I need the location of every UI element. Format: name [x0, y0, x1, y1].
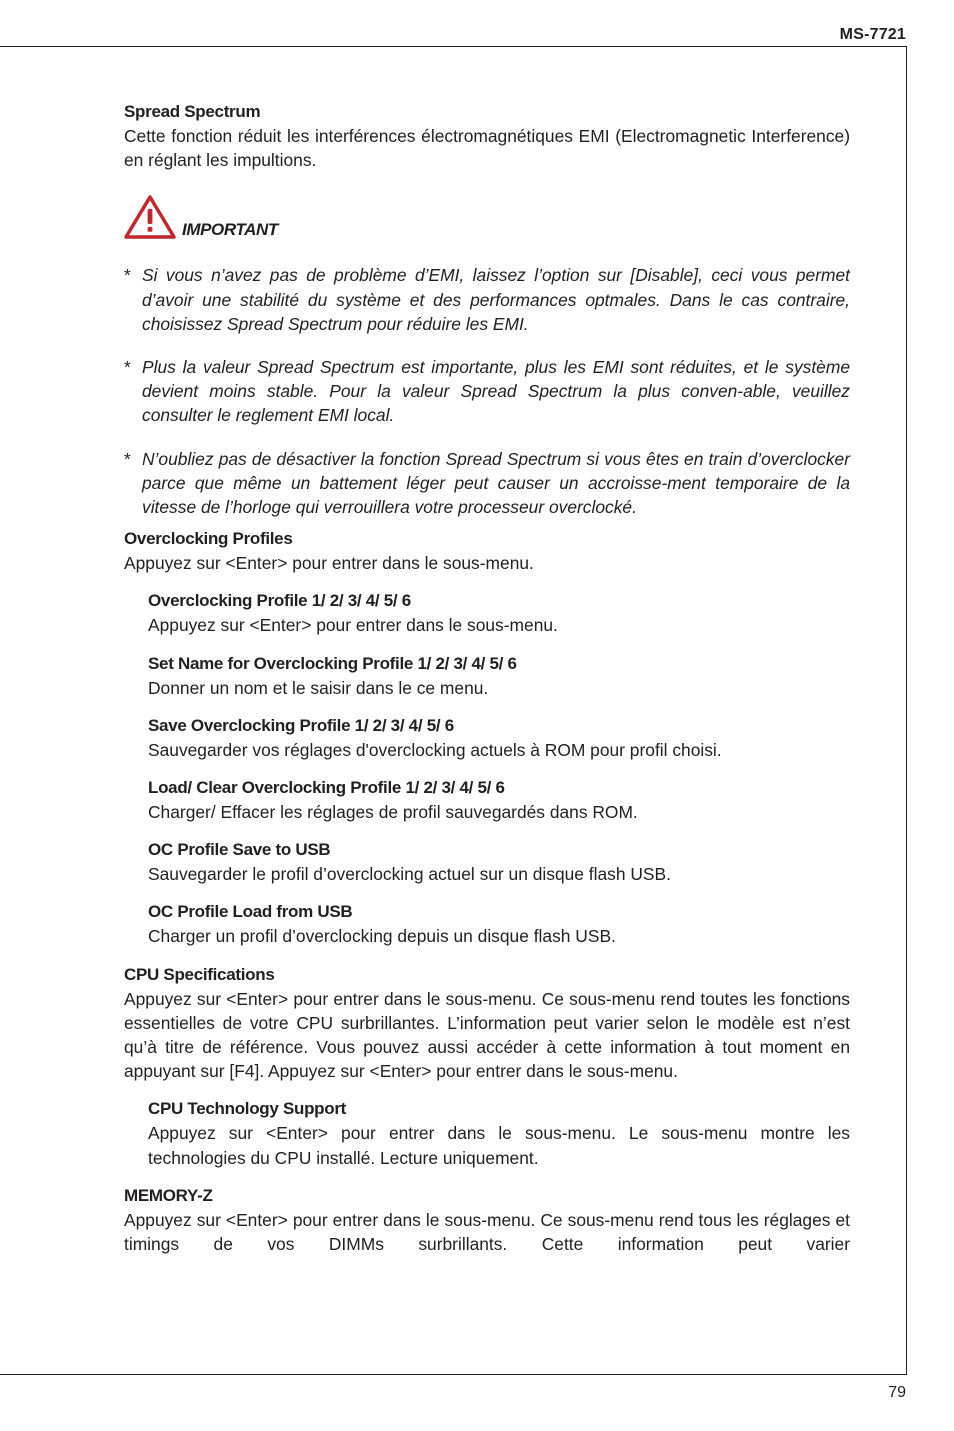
section-title: Spread Spectrum — [124, 102, 261, 121]
important-callout — [124, 194, 850, 244]
footer-rule — [0, 1374, 907, 1375]
subsection-text: Sauvegarder vos réglages d'overclocking actuels à ROM pour profil choisi. — [148, 739, 722, 760]
section-text: Cette fonction réduit les interférences électromagnétiques EMI (Electromagnetic Interference) en réglant les impultions. — [124, 126, 850, 171]
subsection-text: Donner un nom et le saisir dans le ce menu. — [148, 677, 489, 698]
subsection-text: Sauvegarder le profil d’overclocking actuel sur un disque flash USB. — [148, 864, 671, 885]
important-note — [124, 355, 850, 428]
important-note — [124, 447, 850, 520]
subsection — [148, 900, 850, 948]
subsection-title: Save Overclocking Profile 1/ 2/ 3/ 4/ 5/ 6 — [148, 715, 454, 735]
section-text: Appuyez sur <Enter> pour entrer dans le sous-menu. Ce sous-menu rend toutes les fonctions essentielles de votre CPU surbrillantes. L’information peut varier selon le modèle est n’est qu’à titre de référence. Vous pouvez aussi accéder à cette information à tout moment en appuyant sur [F4]. Appuyez sur <Enter> pour entrer dans le sous-menu. — [124, 988, 850, 1082]
important-label: IMPORTANT — [182, 220, 278, 240]
warning-triangle-icon — [124, 194, 176, 240]
subsection — [148, 776, 850, 824]
section-title: Overclocking Profiles — [124, 529, 293, 549]
bullet-star: * — [124, 265, 131, 286]
subsection-text: Appuyez sur <Enter> pour entrer dans le sous-menu. — [148, 615, 558, 636]
subsection-title: Overclocking Profile 1/ 2/ 3/ 4/ 5/ 6 — [148, 591, 411, 611]
important-note — [124, 263, 850, 336]
bullet-star: * — [124, 357, 131, 378]
subsection-title: Load/ Clear Overclocking Profile 1/ 2/ 3/ 4/ 5/ 6 — [148, 778, 505, 798]
section-title: CPU Specifications — [124, 964, 275, 984]
margin-rule — [906, 46, 907, 1375]
subsection-title: Set Name for Overclocking Profile 1/ 2/ 3/ 4/ 5/ 6 — [148, 653, 517, 673]
section-memory-z — [124, 1184, 850, 1256]
section-text: Appuyez sur <Enter> pour entrer dans le sous-menu. Ce sous-menu rend tous les réglages et timings de vos DIMMs surbrillants. Cette information peut varier — [124, 1209, 850, 1255]
page-content — [124, 100, 850, 1256]
section-text: Appuyez sur <Enter> pour entrer dans le sous-menu. — [124, 553, 534, 574]
section-overclocking-profiles — [124, 527, 850, 948]
subsection — [148, 1097, 850, 1169]
page-number: 79 — [888, 1384, 906, 1401]
model-number: MS-7721 — [839, 26, 906, 43]
subsection-title: OC Profile Save to USB — [148, 840, 331, 860]
note-text: Si vous n’avez pas de problème d’EMI, laissez l’option sur [Disable], ceci vous permet d’avoir une stabilité du système et des performances optmales. Dans le cas contraire, choisissez Spread Spectrum pour réduire les EMI. — [142, 265, 850, 334]
subsection — [148, 838, 850, 886]
section-spread-spectrum — [124, 100, 850, 172]
note-text: N’oubliez pas de désactiver la fonction Spread Spectrum si vous êtes en train d’overclocker parce que même un battement léger peut causer un accroisse-ment temporaire de la vitesse de l’horloge qui verrouillera votre processeur overclocké. — [142, 448, 850, 518]
header-rule — [0, 46, 907, 47]
subsection-text: Charger/ Effacer les réglages de profil sauvegardés dans ROM. — [148, 802, 638, 823]
subsection-title: OC Profile Load from USB — [148, 902, 353, 922]
subsection-text: Appuyez sur <Enter> pour entrer dans le sous-menu. Le sous-menu montre les technologies du CPU installé. Lecture uniquement. — [148, 1123, 850, 1168]
section-title: MEMORY-Z — [124, 1185, 213, 1205]
subsection-text: Charger un profil d’overclocking depuis un disque flash USB. — [148, 926, 616, 947]
subsection-title: CPU Technology Support — [148, 1099, 347, 1119]
section-cpu-specifications — [124, 963, 850, 1170]
bullet-star: * — [124, 448, 131, 469]
subsection — [148, 714, 850, 762]
subsection — [148, 652, 850, 700]
note-text: Plus la valeur Spread Spectrum est importante, plus les EMI sont réduites, et le système devient moins stable. Pour la valeur Spread Spectrum la plus conven-able, veuillez consulter le reglement EMI local. — [142, 357, 850, 426]
subsection — [148, 589, 850, 637]
